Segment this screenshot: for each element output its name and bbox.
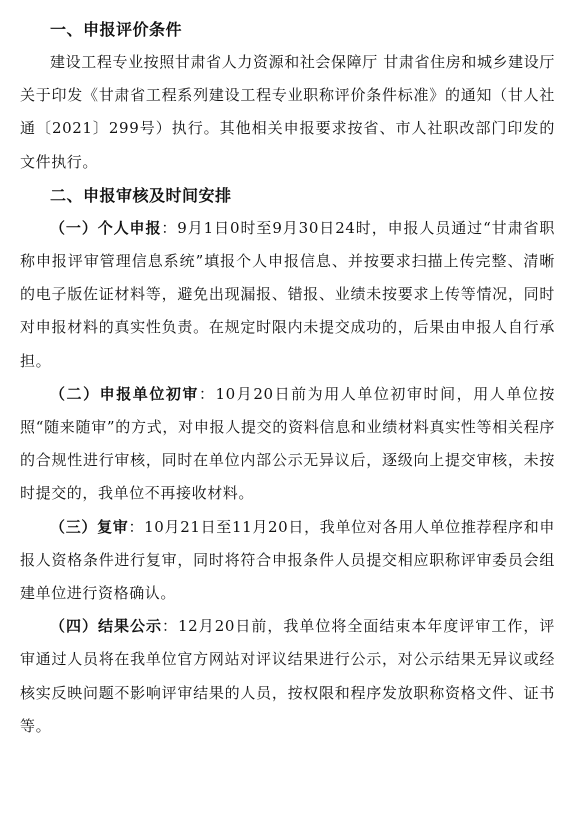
item-label-re-review: （三）复审	[50, 517, 129, 536]
item-text-re-review: ：10月21日至11月20日，我单位对各用人单位推荐程序和申报人资格条件进行复审，同时将符合申报条件人员提交相应职称评审委员会组建单位进行资格确认。	[20, 517, 555, 603]
item-label-personal-application: （一）个人申报	[50, 218, 162, 237]
paragraph-result-publicity	[20, 610, 555, 743]
section-heading-review-schedule: 二、申报审核及时间安排	[50, 185, 232, 205]
paragraph-personal-application	[20, 212, 555, 378]
paragraph-application-conditions: 建设工程专业按照甘肃省人力资源和社会保障厅 甘肃省住房和城乡建设厅关于印发《甘肃省工程系列建设工程专业职称评价条件标准》的通知（甘人社通〔2021〕299号）执行。其他相关申报要求按省、市人社职改部门印发的文件执行。	[20, 53, 555, 171]
item-label-unit-preliminary-review: （二）申报单位初审	[50, 384, 199, 403]
item-text-unit-preliminary-review: ：10月20日前为用人单位初审时间，用人单位按照“随来随审”的方式，对申报人提交的资料信息和业绩材料真实性等相关程序的合规性进行审核，同时在单位内部公示无异议后，逐级向上提交审核，未按时提交的，我单位不再接收材料。	[20, 384, 556, 503]
item-text-result-publicity: ：12月20日前，我单位将全面结束本年度评审工作，评审通过人员将在我单位官方网站对评议结果进行公示，对公示结果无异议或经核实反映问题不影响评审结果的人员，按权限和程序发放职称资格文件、证书等。	[20, 617, 556, 735]
paragraph-unit-preliminary-review	[20, 378, 555, 511]
section-heading-application-conditions: 一、申报评价条件	[50, 20, 183, 39]
item-text-personal-application: ：9月1日0时至9月30日24时，申报人员通过“甘肃省职称申报评审管理信息系统”填报个人申报信息、并按要求扫描上传完整、清晰的电子版佐证材料等，避免出现漏报、错报、业绩未按要求上传等情况，同时对申报材料的真实性负责。在规定时限内未提交成功的，后果由申报人自行承担。	[20, 218, 555, 370]
item-label-result-publicity: （四）结果公示	[50, 617, 163, 636]
paragraph-re-review	[20, 511, 555, 611]
